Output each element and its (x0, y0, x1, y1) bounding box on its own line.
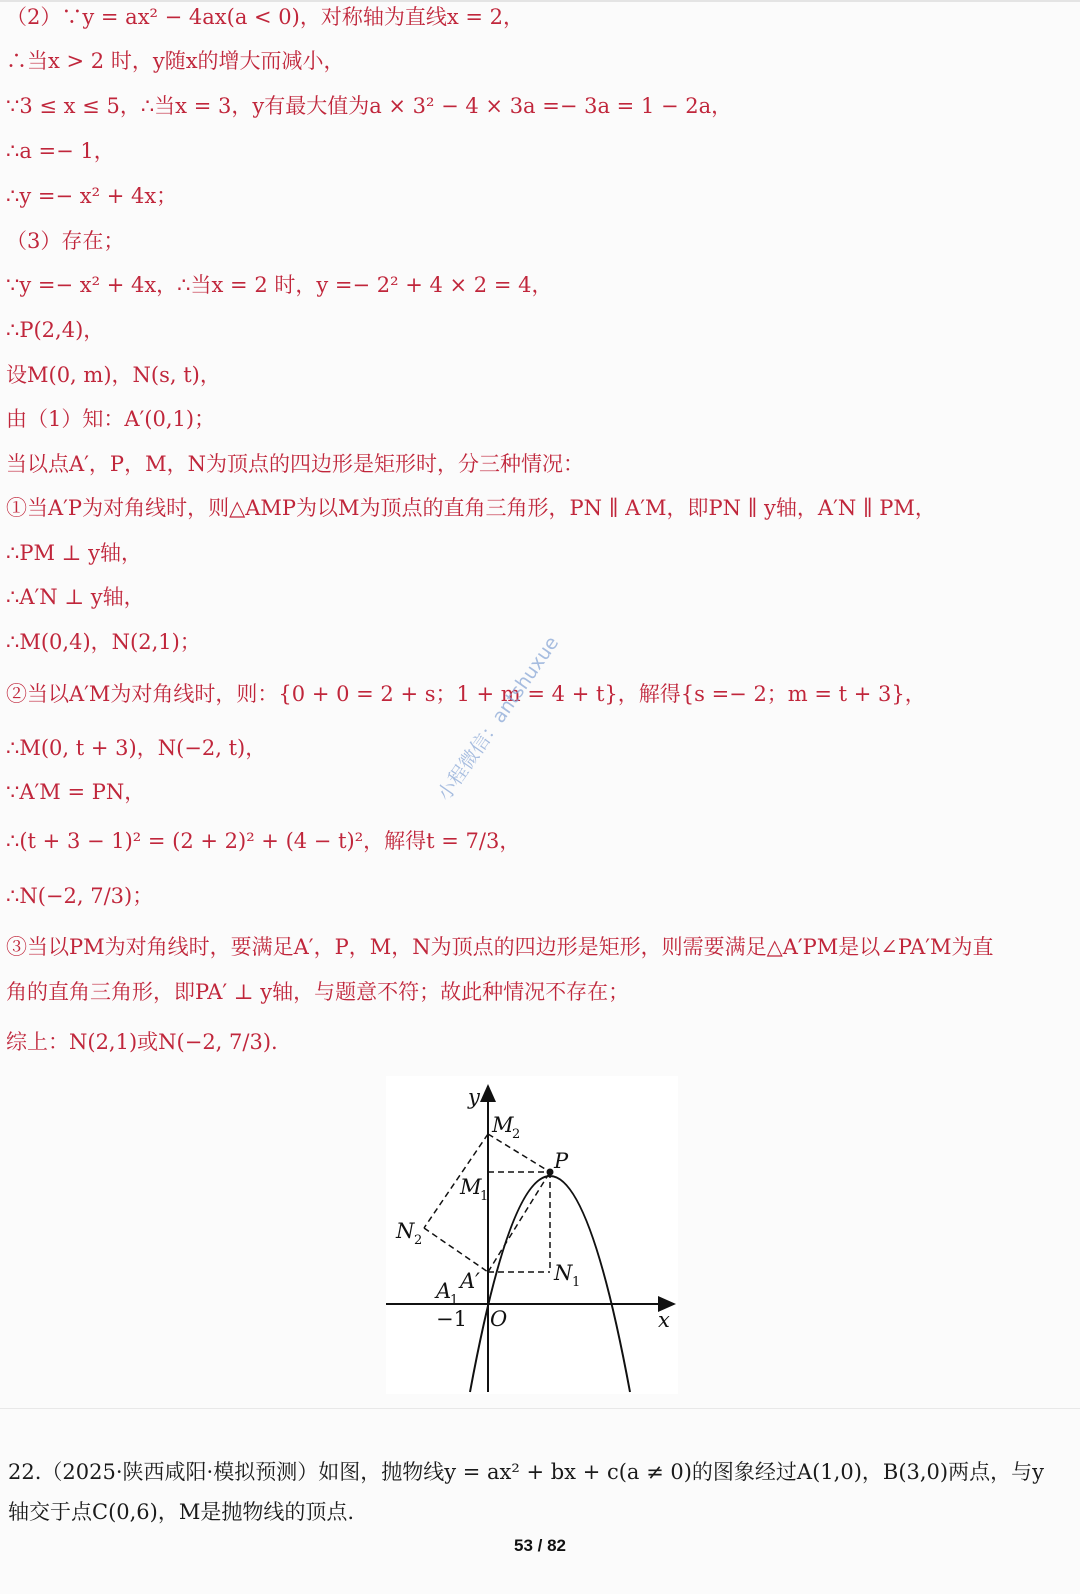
solution-line: ∴P(2,4)， (6, 318, 105, 342)
label-m2-sub: 2 (512, 1127, 521, 1142)
solution-line: ∵A′M = PN， (6, 780, 146, 804)
solution-line: 综上：N(2,1)或N(−2, 7/3). (6, 1030, 278, 1054)
parabola-figure (386, 1076, 678, 1394)
solution-line: 角的直角三角形，即PA′ ⊥ y轴，与题意不符；故此种情况不存在； (6, 980, 630, 1004)
solution-line: （2）∵y = ax² − 4ax(a < 0)，对称轴为直线x = 2， (6, 5, 524, 29)
solution-line: ∴M(0, t + 3)，N(−2, t)， (6, 736, 267, 760)
label-a-prime: A′ (460, 1269, 480, 1293)
figure-svg (386, 1076, 678, 1394)
solution-line: ∵3 ≤ x ≤ 5，∴当x = 3，y有最大值为a × 3² − 4 × 3a =− 3a = 1 − 2a， (6, 94, 733, 118)
solution-line: ∴(t + 3 − 1)² = (2 + 2)² + (4 − t)²，解得t = 7/3， (6, 829, 521, 853)
label-n1: N (554, 1261, 573, 1285)
label-m1: M (460, 1175, 482, 1199)
solution-line: ②当以A′M为对角线时，则：{0 + 0 = 2 + s；1 + m = 4 + t}，解得{s =− 2；m = t + 3}， (6, 682, 926, 706)
label-a1: A (436, 1279, 452, 1303)
label-m2: M (492, 1113, 514, 1137)
label-y: y (468, 1085, 480, 1109)
label-n1-sub: 1 (572, 1275, 581, 1290)
solution-line: ①当A′P为对角线时，则△AMP为以M为顶点的直角三角形，PN ∥ A′M，即PN ∥ y轴，A′N ∥ PM， (6, 496, 936, 520)
label-neg1: −1 (436, 1307, 467, 1331)
label-m1-sub: 1 (480, 1189, 489, 1204)
solution-line: ∴当x > 2 时，y随x的增大而减小， (6, 49, 345, 73)
label-x: x (658, 1308, 670, 1332)
problem-line-2: 轴交于点C(0,6)，M是抛物线的顶点. (8, 1500, 355, 1524)
problem-line-1: 22.（2025·陕西咸阳·模拟预测）如图，抛物线y = ax² + bx + c(a ≠ 0)的图象经过A(1,0)，B(3,0)两点，与y (8, 1460, 1044, 1484)
solution-line: ∴a =− 1， (6, 139, 115, 163)
solution-line: ∴M(0,4)，N(2,1)； (6, 630, 201, 654)
label-n2: N (396, 1219, 415, 1243)
solution-line: 由（1）知：A′(0,1)； (6, 407, 216, 431)
page-number: 53 / 82 (514, 1536, 566, 1555)
label-p: P (554, 1149, 569, 1173)
label-a1-sub: 1 (450, 1293, 459, 1308)
parabola-curve (470, 1176, 630, 1392)
solution-line: ∴PM ⊥ y轴， (6, 541, 142, 565)
watermark: 小程微信：antshuxue (433, 632, 564, 805)
separator (0, 1408, 1080, 1409)
solution-line: ∵y =− x² + 4x，∴当x = 2 时，y =− 2² + 4 × 2 = 4， (6, 273, 553, 297)
solution-line: （3）存在； (6, 229, 125, 253)
point-p (547, 1169, 554, 1176)
solution-line: ∴N(−2, 7/3)； (6, 884, 154, 908)
solution-line: 当以点A′，P，M，N为顶点的四边形是矩形时，分三种情况： (6, 452, 584, 476)
a-p-diagonal (488, 1172, 550, 1272)
solution-line: ∴A′N ⊥ y轴， (6, 585, 145, 609)
solution-line: ③当以PM为对角线时，要满足A′，P，M，N为顶点的四边形是矩形，则需要满足△A′PM是以∠PA′M为直 (6, 935, 994, 959)
problem-22 (8, 1452, 1074, 1532)
solution-line: 设M(0, m)，N(s, t)， (6, 363, 221, 387)
label-o: O (490, 1307, 508, 1331)
label-n2-sub: 2 (414, 1233, 423, 1248)
solution-line: ∴y =− x² + 4x； (6, 184, 178, 208)
n2-a-segment (424, 1228, 488, 1272)
